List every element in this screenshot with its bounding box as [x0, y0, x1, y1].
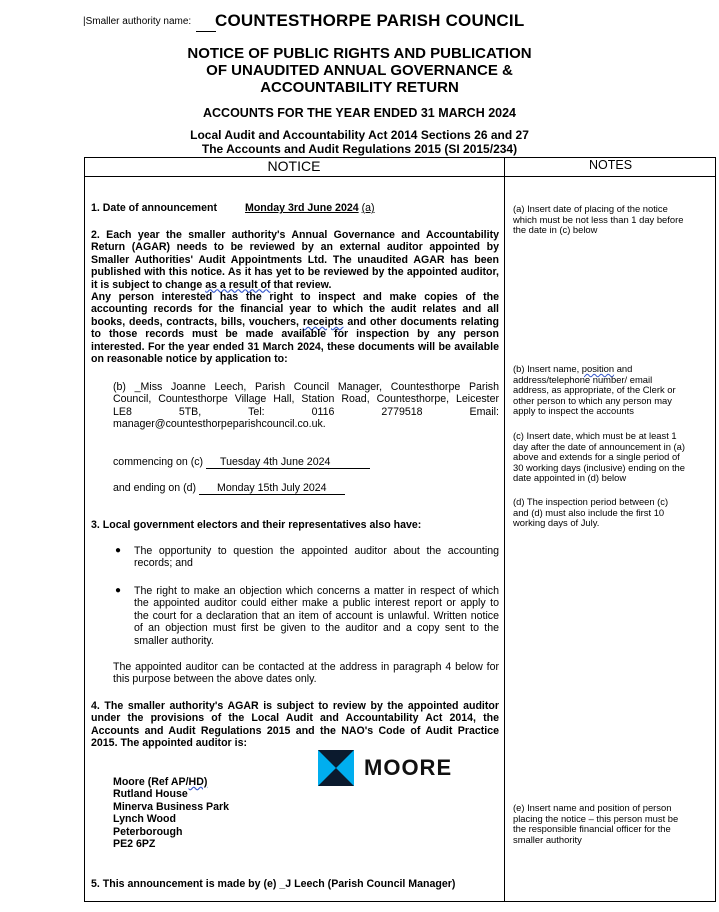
announcement-date: Monday 3rd June 2024 (a) — [245, 202, 375, 214]
moore-logo-icon — [318, 750, 354, 786]
note-e: (e) Insert name and position of person placing the notice – this person must be the responsible financial officer for the smaller authority — [513, 802, 679, 845]
contact-details: (b) _Miss Joanne Leech, Parish Council Manager, Countesthorpe Parish Council, Countesthorpe Village Hall, Station Road, Countesthorpe, Leicester LE8 5TB, Tel: 0116 2779518 Email: manager@countesthorpeparishcouncil.co.uk. — [113, 381, 499, 431]
notes-column-header: NOTES — [588, 158, 633, 172]
ending-date: and ending on (d) Monday 15th July 2024 — [113, 482, 345, 495]
authority-underline — [196, 31, 216, 32]
section-4-text: 4. The smaller authority's AGAR is subject to review by the appointed auditor under the provisions of the Local Audit and Accountability Act 2014, the Accounts and Audit Regulations 2015 and the NAO's Code of Audit Practice 2015. The appointed auditor is: — [91, 700, 499, 750]
section-3-heading: 3. Local government electors and their representatives also have: — [91, 519, 422, 531]
note-c: (c) Insert date, which must be at least 1 day after the date of announcement in (a) above and extends for a single period of 30 working days (inclusive) ending on the date appointed in (d) below — [513, 430, 685, 484]
authority-label: |Smaller authority name: — [83, 16, 192, 27]
accounts-subtitle: ACCOUNTS FOR THE YEAR ENDED 31 MARCH 2024 — [202, 106, 517, 120]
moore-logo-text: MOORE — [364, 755, 453, 780]
column-divider — [504, 157, 505, 902]
header-divider — [84, 176, 716, 177]
note-b: (b) Insert name, position and address/telephone number/ email address, as appropriate, of the Clerk or other person to which any person may apply to inspect the accounts — [513, 363, 676, 417]
announcement-date-label: 1. Date of announcement — [91, 202, 217, 214]
auditor-contact-paragraph: The appointed auditor can be contacted at the address in paragraph 4 below for this purpose between the above dates only. — [113, 661, 499, 686]
note-a: (a) Insert date of placing of the notice which must be not less than 1 day before the date in (c) below — [513, 203, 684, 236]
bullet-icon: ● — [115, 545, 122, 556]
bullet-objection-right: The right to make an objection which concerns a matter in respect of which the appointed auditor could either make a public interest report or apply to the court for a declaration that an item of account is unlawful. Written notice of an objection must first be given to the auditor and a copy sent to the smaller authority. — [134, 585, 499, 647]
bullet-icon: ● — [115, 585, 122, 596]
legislation-references: Local Audit and Accountability Act 2014 Sections 26 and 27 The Accounts and Audit Regulations 2015 (SI 2015/234) — [190, 128, 529, 156]
section-2-text: 2. Each year the smaller authority's Annual Governance and Accountability Return (AGAR) needs to be reviewed by an external auditor appointed by Smaller Authorities' Audit Appointments Ltd. The unaudited AGAR has been published with this notice. As it has yet to be reviewed by the appointed auditor, it is subject to change as a result of that review. Any person interested has the right to inspect and make copies of the accounting records for the financial year to which the audit relates and all books, deeds, contracts, bills, vouchers, receipts and other documents relating to those records must be made available for inspection by any person interested. For the year ended 31 March 2024, these documents will be available on reasonable notice by application to: — [91, 229, 499, 366]
note-d: (d) The inspection period between (c) and (d) must also include the first 10 working days of July. — [513, 496, 669, 529]
bullet-question-auditor: The opportunity to question the appointed auditor about the accounting records; and — [134, 545, 499, 570]
notice-column-header: NOTICE — [267, 158, 321, 174]
announcement-made-by: 5. This announcement is made by (e) _J Leech (Parish Council Manager) — [91, 878, 456, 890]
page-title: NOTICE OF PUBLIC RIGHTS AND PUBLICATION OF UNAUDITED ANNUAL GOVERNANCE & ACCOUNTABILITY RETURN — [187, 45, 532, 96]
auditor-address: Moore (Ref AP/HD) Rutland House Minerva Business Park Lynch Wood Peterborough PE2 6PZ — [113, 776, 229, 851]
authority-name: COUNTESTHORPE PARISH COUNCIL — [215, 11, 525, 30]
commencing-date: commencing on (c) Tuesday 4th June 2024 — [113, 456, 370, 469]
